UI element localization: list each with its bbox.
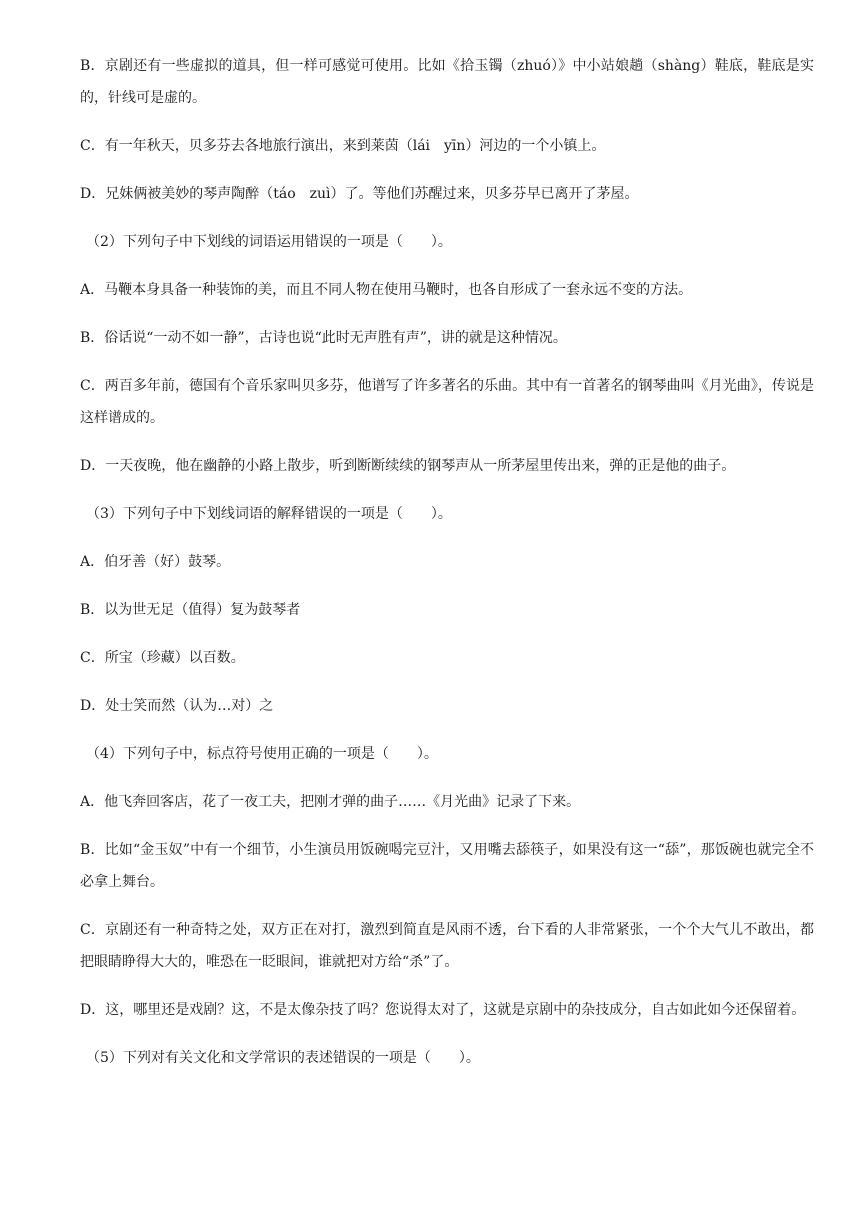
option-b-q3: B．以为世无足（值得）复为鼓琴者 [80, 602, 301, 618]
option-b-q1: B．京剧还有一些虚拟的道具，但一样可感觉可使用。比如《拾玉镯（zhuó）》中小站娘趟（shàng）鞋底，鞋底是实的，针线可是虚的。 [80, 58, 814, 106]
option-d-q3: D．处士笑而然（认为…对）之 [80, 698, 274, 714]
question-3: （3）下列句子中下划线词语的解释错误的一项是（ ）。 [86, 506, 452, 522]
option-d-q2: D．一天夜晚，他在幽静的小路上散步，听到断断续续的钢琴声从一所茅屋里传出来，弹的正是他的曲子。 [80, 458, 736, 474]
option-a-q2: A．马鞭本身具备一种装饰的美，而且不同人物在使用马鞭时，也各自形成了一套永远不变的方法。 [80, 282, 693, 298]
option-d-q4: D．这，哪里还是戏剧？这，不是太像杂技了吗？您说得太对了，这就是京剧中的杂技成分，自古如此如今还保留着。 [80, 1002, 806, 1018]
option-b-q2: B．俗话说“一动不如一静”，古诗也说“此时无声胜有声”，讲的就是这种情况。 [80, 330, 567, 346]
option-a-q4: A．他飞奔回客店，花了一夜工夫，把刚才弹的曲子……《月光曲》记录了下来。 [80, 794, 581, 810]
question-4: （4）下列句子中，标点符号使用正确的一项是（ ）。 [86, 746, 438, 762]
document-page [80, 50, 814, 1090]
option-c-q4: C．京剧还有一种奇特之处，双方正在对打，激烈到简直是风雨不透，台下看的人非常紧张，一个个大气儿不敢出，都把眼睛睁得大大的，唯恐在一眨眼间，谁就把对方给“杀”了。 [80, 922, 814, 970]
option-a-q3: A．伯牙善（好）鼓琴。 [80, 554, 231, 570]
option-c-q3: C．所宝（珍藏）以百数。 [80, 650, 245, 666]
option-c-q2: C．两百多年前，德国有个音乐家叫贝多芬，他谱写了许多著名的乐曲。其中有一首著名的钢琴曲叫《月光曲》，传说是这样谱成的。 [80, 378, 814, 426]
option-c-q1: C．有一年秋天，贝多芬去各地旅行演出，来到莱茵（lái yīn）河边的一个小镇上。 [80, 138, 606, 154]
option-d-q1: D．兄妹俩被美妙的琴声陶醉（táo zuì）了。等他们苏醒过来，贝多芬早已离开了茅屋。 [80, 186, 639, 202]
question-2: （2）下列句子中下划线的词语运用错误的一项是（ ）。 [86, 234, 452, 250]
question-5: （5）下列对有关文化和文学常识的表述错误的一项是（ ）。 [86, 1050, 480, 1066]
option-b-q4: B．比如“金玉奴”中有一个细节，小生演员用饭碗喝完豆汁，又用嘴去舔筷子，如果没有这一“舔”，那饭碗也就完全不必拿上舞台。 [80, 842, 814, 890]
